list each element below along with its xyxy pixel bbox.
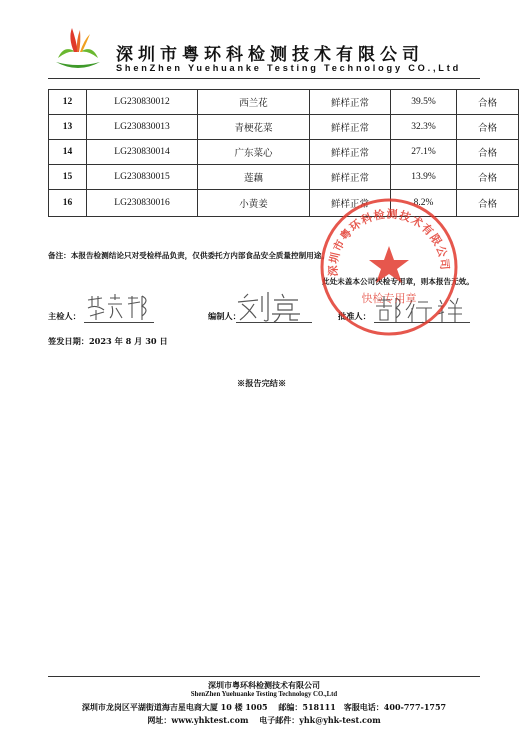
cell-no: 12 <box>49 90 87 115</box>
remark-note: 备注：本报告检测结论只对受检样品负责，仅供委托方内部食品安全质量控制用途。 <box>48 251 329 260</box>
cell-no: 13 <box>49 115 87 140</box>
cell-name: 西兰花 <box>198 90 310 115</box>
cell-code: LG230830015 <box>87 165 198 190</box>
table-row <box>49 140 519 165</box>
cell-value: 27.1% <box>391 140 457 165</box>
cell-code: LG230830016 <box>87 190 198 217</box>
table-row <box>49 90 519 115</box>
cell-code: LG230830014 <box>87 140 198 165</box>
table-row <box>49 165 519 190</box>
cell-name: 广东菜心 <box>198 140 310 165</box>
cell-no: 16 <box>49 190 87 217</box>
cell-name: 小黄姜 <box>198 190 310 217</box>
cell-result: 合格 <box>457 90 519 115</box>
footer-contact: 网址：www.yhktest.com 电子邮件：yhk@yhk-test.com <box>147 715 381 725</box>
cell-result: 合格 <box>457 165 519 190</box>
table-row <box>49 115 519 140</box>
company-name-en: ShenZhen Yuehuanke Testing Technology CO.,Ltd <box>116 63 461 73</box>
cell-state: 鲜样正常 <box>310 90 391 115</box>
cell-code: LG230830012 <box>87 90 198 115</box>
footer-company-en: ShenZhen Yuehuanke Testing Technology CO.,Ltd <box>190 691 338 698</box>
cell-name: 青梗花菜 <box>198 115 310 140</box>
cell-state: 鲜样正常 <box>310 190 391 217</box>
cell-value: 8.2% <box>391 190 457 217</box>
footer-company-cn: 深圳市粤环科检测技术有限公司 <box>208 680 320 690</box>
inspector-sig-line <box>84 322 154 323</box>
cell-state: 鲜样正常 <box>310 165 391 190</box>
approver-label: 批准人： <box>338 311 371 321</box>
header-divider <box>48 78 480 79</box>
cell-result: 合格 <box>457 140 519 165</box>
cell-value: 32.3% <box>391 115 457 140</box>
stamp-notice: 此处未盖本公司快检专用章，则本报告无效。 <box>322 277 474 286</box>
editor-signature <box>236 290 312 324</box>
cell-result: 合格 <box>457 115 519 140</box>
cell-no: 15 <box>49 165 87 190</box>
inspector-label: 主检人： <box>48 311 81 321</box>
cell-result: 合格 <box>457 190 519 217</box>
cell-value: 13.9% <box>391 165 457 190</box>
cell-state: 鲜样正常 <box>310 115 391 140</box>
footer-address: 深圳市龙岗区平湖街道海吉星电商大厦 10 楼 1005 邮编：518111 客服电话：400-777-1757 <box>81 702 447 712</box>
seal-center-text: 快检专用章 <box>361 292 417 305</box>
editor-label: 编制人： <box>208 311 241 321</box>
official-seal <box>318 196 460 338</box>
inspector-signature <box>84 292 154 322</box>
seal-ring-text: 深圳市粤环科检测技术有限公司 <box>326 207 452 277</box>
report-end-marker: ※报告完结※ <box>237 378 287 388</box>
cell-name: 莲藕 <box>198 165 310 190</box>
cell-value: 39.5% <box>391 90 457 115</box>
cell-code: LG230830013 <box>87 115 198 140</box>
footer-divider <box>48 676 480 677</box>
company-logo-icon <box>50 22 106 74</box>
cell-state: 鲜样正常 <box>310 140 391 165</box>
issue-date: 签发日期：2023 年 8 月 30 日 <box>48 336 168 346</box>
cell-no: 14 <box>49 140 87 165</box>
company-name-cn: 深圳市粤环科检测技术有限公司 <box>116 45 424 65</box>
editor-sig-line <box>236 322 312 323</box>
